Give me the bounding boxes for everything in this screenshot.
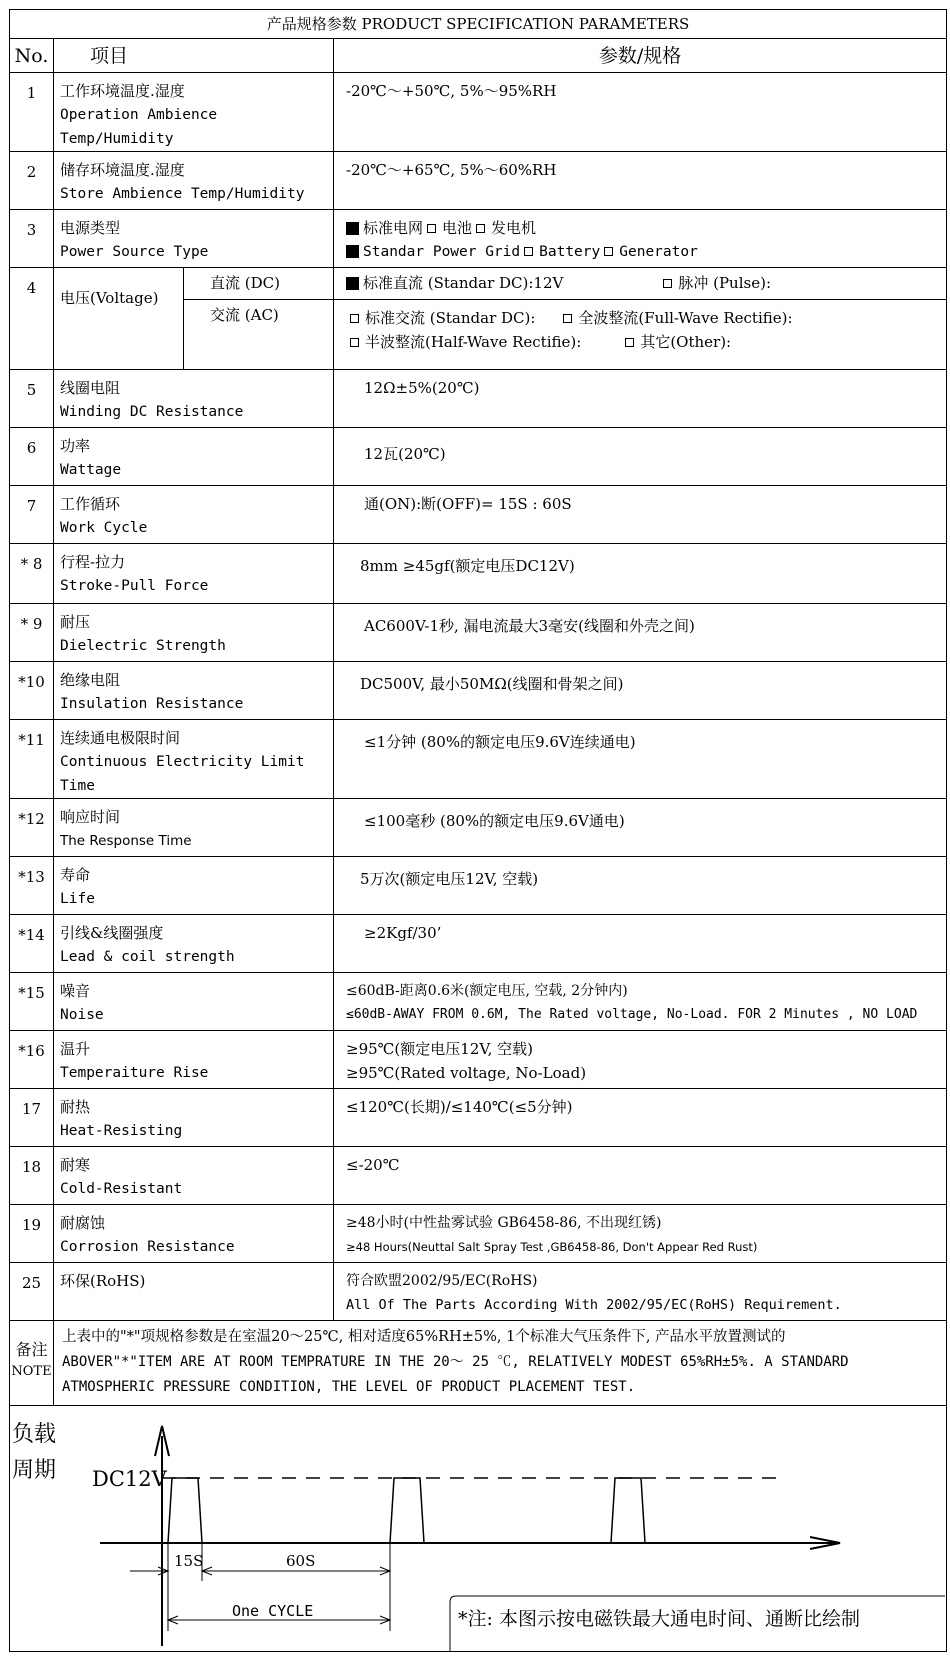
header-value: 参数/规格: [334, 39, 947, 73]
spec-table: [9, 9, 947, 1652]
table-row: [10, 720, 947, 799]
row-value: [334, 152, 947, 210]
ac-label: 交流 (AC): [184, 300, 334, 370]
load-cycle-diagram: [10, 1406, 946, 1651]
option-label: 发电机: [491, 219, 537, 237]
row-item: [54, 1031, 334, 1089]
option-label: Battery: [539, 244, 601, 260]
row-number: 19: [10, 1205, 54, 1263]
item-en: Cold-Resistant: [60, 1181, 183, 1197]
row-value: [334, 915, 947, 973]
off-time-label: 60S: [286, 1552, 316, 1570]
value-line: ≤100毫秒 (80%的额定电压9.6V通电): [364, 812, 625, 830]
value-line: All Of The Parts According With 2002/95/EC(RoHS) Requirement.: [346, 1297, 842, 1313]
item-en: Heat-Resisting: [60, 1123, 183, 1139]
item-zh: 噪音: [60, 982, 91, 1000]
dc-standard: 标准直流 (Standar DC):12V: [363, 274, 564, 292]
row-number: 3: [10, 210, 54, 268]
table-header-row: [10, 39, 947, 73]
table-row: [10, 662, 947, 720]
row-value: [334, 1089, 947, 1147]
dc-pulse: 脉冲 (Pulse):: [678, 274, 771, 292]
table-row: [10, 857, 947, 915]
row-item: [54, 1089, 334, 1147]
item-en: Lead & coil strength: [60, 949, 235, 965]
row-number: *16: [10, 1031, 54, 1089]
unchecked-box-icon: [604, 247, 613, 256]
item-en: Insulation Resistance: [60, 696, 244, 712]
row-item: [54, 370, 334, 428]
unchecked-box-icon: [427, 224, 436, 233]
row-value: [334, 486, 947, 544]
row-value: [334, 973, 947, 1031]
option-label: Standar Power Grid: [363, 244, 521, 260]
row-number: 7: [10, 486, 54, 544]
table-row: [10, 1205, 947, 1263]
note-line: ABOVER"*"ITEM ARE AT ROOM TEMPRATURE IN THE 20～ 25 ℃, RELATIVELY MODEST 65%RH±5%. A STANDARD: [62, 1354, 849, 1370]
item-zh: 耐热: [60, 1098, 91, 1116]
diagram-footnote: *注: 本图示按电磁铁最大通电时间、通断比绘制: [458, 1608, 860, 1630]
item-zh: 储存环境温度.湿度: [60, 161, 185, 179]
voltage-label: 电压(Voltage): [54, 268, 184, 370]
checked-box-icon: [346, 277, 359, 290]
table-row: [10, 152, 947, 210]
item-en: Power Source Type: [60, 244, 209, 260]
item-zh: 响应时间: [60, 808, 121, 826]
item-zh: 电源类型: [60, 219, 121, 237]
row-item: [54, 1205, 334, 1263]
item-en: Corrosion Resistance: [60, 1239, 235, 1255]
row-item: [54, 428, 334, 486]
note-row: [10, 1321, 947, 1406]
ac-other: 其它(Other):: [640, 333, 732, 351]
header-no: No.: [10, 39, 54, 73]
table-row: [10, 428, 947, 486]
value-line: ≥95℃(额定电压12V, 空载): [346, 1040, 533, 1058]
note-line: ATMOSPHERIC PRESSURE CONDITION, THE LEVEL OF PRODUCT PLACEMENT TEST.: [62, 1379, 636, 1395]
item-zh: 连续通电极限时间: [60, 729, 181, 747]
value-line: 通(ON):断(OFF)= 15S : 60S: [364, 495, 572, 513]
on-time-label: 15S: [174, 1552, 204, 1570]
row-number: 25: [10, 1263, 54, 1321]
row-value: [334, 799, 947, 857]
value-line: -20℃～+65℃, 5%～60%RH: [346, 161, 557, 179]
table-row: [10, 799, 947, 857]
row-number: *13: [10, 857, 54, 915]
value-line: ≤-20℃: [346, 1156, 400, 1174]
spec-sheet: [9, 9, 946, 1669]
row-value: [334, 1263, 947, 1321]
table-row: [10, 604, 947, 662]
item-zh: 工作循环: [60, 495, 121, 513]
item-zh: 耐腐蚀: [60, 1214, 106, 1232]
item-zh: 行程-拉力: [60, 553, 126, 571]
item-zh: 线圈电阻: [60, 379, 121, 397]
row-number: *15: [10, 973, 54, 1031]
row-item: [54, 73, 334, 152]
value-line: ≤120℃(长期)/≤140℃(≤5分钟): [346, 1098, 573, 1116]
item-zh: 工作环境温度.湿度: [60, 82, 185, 100]
table-row-power-source: [10, 210, 947, 268]
row-value: [334, 604, 947, 662]
row-value: [334, 73, 947, 152]
note-label-en: NOTE: [11, 1364, 52, 1379]
table-row: [10, 1263, 947, 1321]
diagram-row: [10, 1406, 947, 1652]
value-line: ≥48 Hours(Neuttal Salt Spray Test ,GB6458-86, Don't Appear Red Rust): [346, 1240, 758, 1254]
unchecked-box-icon: [663, 279, 672, 288]
ac-value: [334, 300, 947, 370]
cycle-label: One CYCLE: [232, 1602, 314, 1620]
item-zh: 绝缘电阻: [60, 671, 121, 689]
row-number: *14: [10, 915, 54, 973]
value-line: ≤60dB-AWAY FROM 0.6M, The Rated voltage, No-Load. FOR 2 Minutes , NO LOAD: [346, 1007, 918, 1022]
row-value: [334, 720, 947, 799]
row-value: [334, 857, 947, 915]
value-line: 12Ω±5%(20℃): [364, 379, 480, 397]
row-value: [334, 210, 947, 268]
item-en: The Response Time: [60, 833, 192, 849]
note-label: [10, 1321, 54, 1406]
item-en: Life: [60, 891, 95, 907]
value-line: ≤1分钟 (80%的额定电压9.6V连续通电): [364, 733, 636, 751]
row-number: * 9: [10, 604, 54, 662]
item-zh: 耐压: [60, 613, 91, 631]
checked-box-icon: [346, 245, 359, 258]
row-item: [54, 1263, 334, 1321]
value-line: DC500V, 最小50MΩ(线圈和骨架之间): [360, 675, 624, 693]
item-en: Temperaiture Rise: [60, 1065, 209, 1081]
row-number: *10: [10, 662, 54, 720]
pulse-1: [168, 1478, 202, 1543]
table-row: [10, 544, 947, 604]
ac-line-2: [346, 330, 946, 354]
unchecked-box-icon: [625, 338, 634, 347]
table-row: [10, 486, 947, 544]
row-item: [54, 915, 334, 973]
row-number: 5: [10, 370, 54, 428]
ac-half-wave: 半波整流(Half-Wave Rectifie):: [365, 333, 582, 351]
pulse-3: [611, 1478, 645, 1543]
voltage-label: DC12V: [92, 1467, 167, 1491]
option-label: 电池: [442, 219, 473, 237]
row-number: * 8: [10, 544, 54, 604]
diagram-label-period: 周期: [12, 1458, 57, 1483]
table-title: 产品规格参数 PRODUCT SPECIFICATION PARAMETERS: [10, 10, 947, 39]
unchecked-box-icon: [350, 314, 359, 323]
row-number: 2: [10, 152, 54, 210]
ac-standard: 标准交流 (Standar DC):: [365, 309, 536, 327]
row-number: *11: [10, 720, 54, 799]
value-line: ≥95℃(Rated voltage, No-Load): [346, 1064, 587, 1082]
table-row: [10, 973, 947, 1031]
row-item: [54, 857, 334, 915]
checked-box-icon: [346, 222, 359, 235]
item-en: Work Cycle: [60, 520, 148, 536]
row-item: [54, 210, 334, 268]
power-options-en: [346, 240, 946, 264]
item-en: Continuous Electricity Limit Time: [60, 754, 305, 794]
table-row: [10, 370, 947, 428]
item-en: Store Ambience Temp/Humidity: [60, 186, 305, 202]
note-line: 上表中的"*"项规格参数是在室温20～25℃, 相对适度65%RH±5%, 1个标准大气压条件下, 产品水平放置测试的: [62, 1329, 786, 1345]
item-en: Stroke-Pull Force: [60, 578, 209, 594]
table-title-row: [10, 10, 947, 39]
row-item: [54, 604, 334, 662]
power-options-zh: [346, 216, 946, 240]
row-item: [54, 544, 334, 604]
ac-full-wave: 全波整流(Full-Wave Rectifie):: [578, 309, 793, 327]
value-line: 8mm ≥45gf(额定电压DC12V): [360, 557, 575, 575]
header-item: 项目: [54, 39, 334, 73]
option-label: 标准电网: [363, 219, 424, 237]
unchecked-box-icon: [524, 247, 533, 256]
row-item: [54, 662, 334, 720]
row-item: [54, 1147, 334, 1205]
diagram-label-load: 负载: [12, 1422, 57, 1447]
note-text: [54, 1321, 947, 1406]
value-line: 符合欧盟2002/95/EC(RoHS): [346, 1273, 538, 1289]
row-value: [334, 662, 947, 720]
row-item: [54, 973, 334, 1031]
row-number: 6: [10, 428, 54, 486]
item-en: Dielectric Strength: [60, 638, 226, 654]
item-en: Wattage: [60, 462, 122, 478]
row-item: [54, 152, 334, 210]
option-label: Generator: [619, 244, 698, 260]
value-line: AC600V-1秒, 漏电流最大3毫安(线圈和外壳之间): [364, 617, 695, 635]
item-zh: 寿命: [60, 866, 91, 884]
table-row: [10, 73, 947, 152]
item-en: Noise: [60, 1007, 104, 1023]
value-line: ≥2Kgf/30’: [364, 924, 442, 942]
row-number: 18: [10, 1147, 54, 1205]
item-zh: 功率: [60, 437, 91, 455]
row-value: [334, 370, 947, 428]
item-zh: 环保(RoHS): [60, 1272, 146, 1290]
unchecked-box-icon: [350, 338, 359, 347]
value-line: ≥48小时(中性盐雾试验 GB6458-86, 不出现红锈): [346, 1215, 662, 1231]
row-value: [334, 428, 947, 486]
item-en: Winding DC Resistance: [60, 404, 244, 420]
unchecked-box-icon: [563, 314, 572, 323]
item-en: Operation Ambience Temp/Humidity: [60, 107, 218, 147]
value-line: 5万次(额定电压12V, 空载): [360, 870, 539, 888]
table-row: [10, 915, 947, 973]
row-value: [334, 1205, 947, 1263]
table-row: [10, 1031, 947, 1089]
row-number: 1: [10, 73, 54, 152]
row-value: [334, 1031, 947, 1089]
value-line: ≤60dB-距离0.6米(额定电压, 空载, 2分钟内): [346, 983, 628, 999]
row-number: 17: [10, 1089, 54, 1147]
item-zh: 耐寒: [60, 1156, 91, 1174]
item-zh: 引线&线圈强度: [60, 924, 164, 942]
table-row-voltage-dc: [10, 268, 947, 300]
row-item: [54, 720, 334, 799]
pulse-2: [390, 1478, 424, 1543]
unchecked-box-icon: [476, 224, 485, 233]
row-number: *12: [10, 799, 54, 857]
item-zh: 温升: [60, 1040, 91, 1058]
diagram-cell: [10, 1406, 947, 1652]
row-value: [334, 1147, 947, 1205]
row-value: [334, 544, 947, 604]
dc-label: 直流 (DC): [184, 268, 334, 300]
row-number: 4: [10, 268, 54, 370]
dc-value: [334, 268, 947, 300]
value-line: 12瓦(20℃): [364, 445, 446, 463]
table-row: [10, 1089, 947, 1147]
ac-line-1: [346, 306, 946, 330]
row-item: [54, 486, 334, 544]
table-row: [10, 1147, 947, 1205]
note-label-zh: 备注: [15, 1340, 48, 1359]
row-item: [54, 799, 334, 857]
value-line: -20℃～+50℃, 5%～95%RH: [346, 82, 557, 100]
